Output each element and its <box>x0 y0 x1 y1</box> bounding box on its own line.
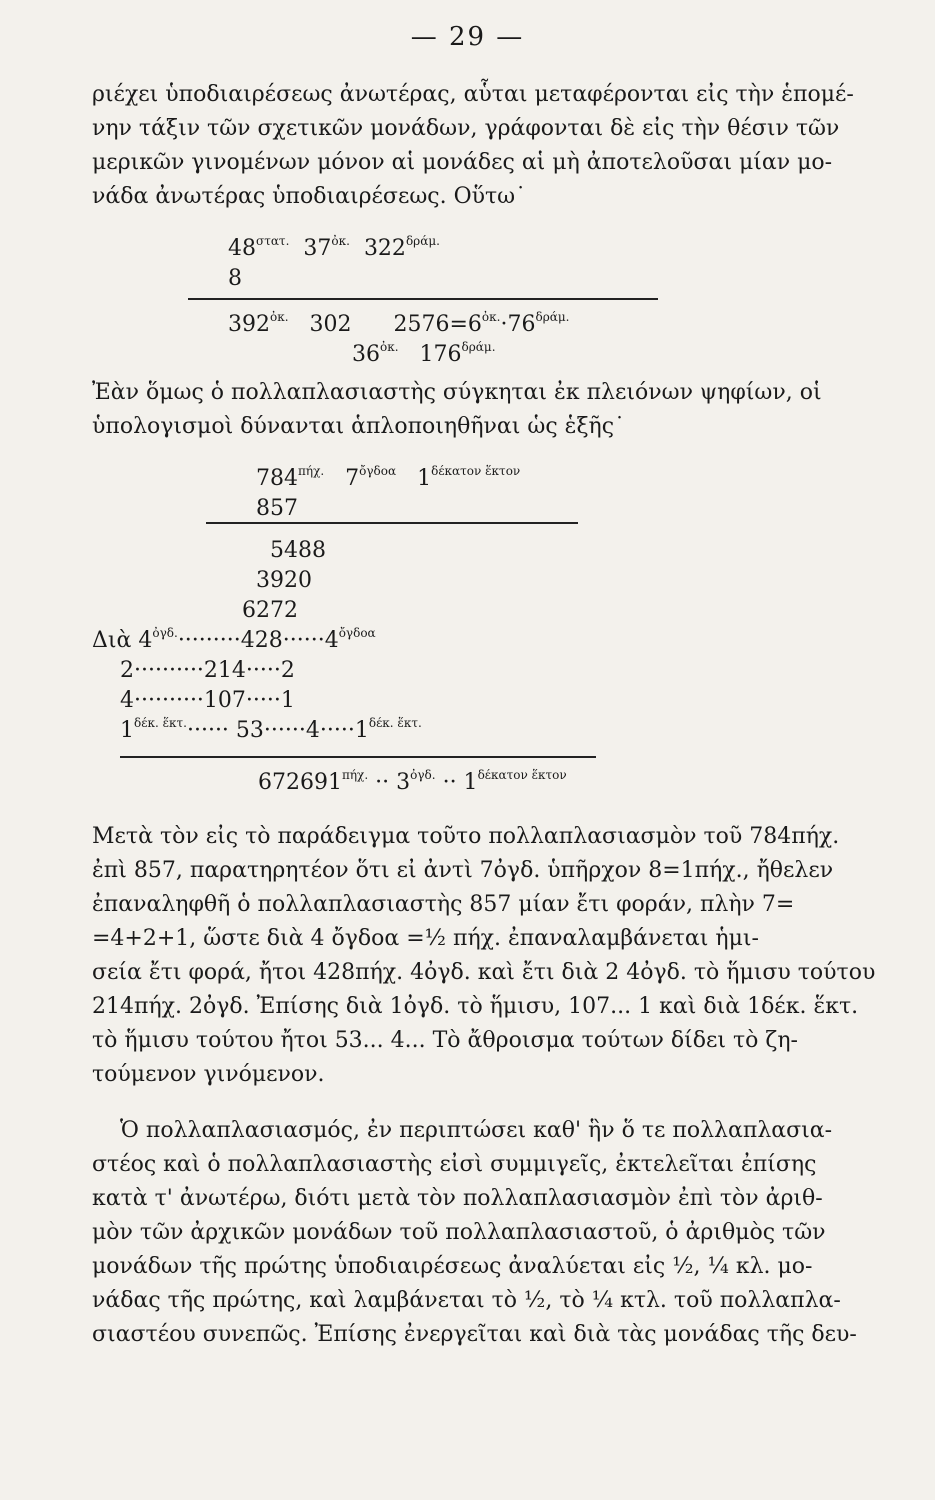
calc-row-result <box>258 770 567 795</box>
value: 1 <box>417 466 432 491</box>
value: ······ 53······4·····1 <box>186 718 369 743</box>
text-line: τὸ ἥμισυ τούτου ἤτοι 53... 4... Τὸ ἄθροισμα τούτων δίδει τὸ ζη- <box>92 1028 798 1053</box>
calc-row-multiplicand <box>228 236 440 261</box>
calc-row-multiplier: 857 <box>256 496 298 521</box>
value: ·· 1 <box>442 770 478 795</box>
value: 36 <box>352 342 380 367</box>
partial-product: 5488 <box>270 538 326 563</box>
unit: ὀκ. <box>380 340 399 354</box>
unit: πήχ. <box>341 768 369 782</box>
unit: ὀγδ. <box>410 768 436 782</box>
text-line: Ὁ πολλαπλασιασμός, ἐν περιπτώσει καθ' ἣν ὅ τε πολλαπλασια- <box>120 1118 833 1143</box>
unit: δέκατον ἕκτον <box>431 464 521 478</box>
unit: ὄγδοα <box>338 626 376 640</box>
calc-row-fraction-step: 2··········214·····2 <box>120 658 295 683</box>
text-line: 214πήχ. 2ὀγδ. Ἐπίσης διὰ 1ὀγδ. τὸ ἥμισυ, 107... 1 καὶ διὰ 1δέκ. ἕκτ. <box>92 994 859 1019</box>
calc-row-fraction-step <box>92 628 376 653</box>
text-line: ὑπολογισμοὶ δύνανται ἁπλοποιηθῆναι ὡς ἑξῆς˙ <box>92 414 626 439</box>
text-line: νάδας τῆς πρώτης, καὶ λαμβάνεται τὸ ½, τὸ ¼ κτλ. τοῦ πολλαπλα- <box>92 1288 841 1313</box>
unit: στατ. <box>256 234 290 248</box>
value: 2576=6 <box>393 312 482 337</box>
text-line: ἐπὶ 857, παρατηρητέον ὅτι εἰ ἀντὶ 7ὀγδ. ὑπῆρχον 8=1πήχ., ἤθελεν <box>92 858 834 883</box>
partial-product: 3920 <box>256 568 312 593</box>
label: Διὰ 4 <box>92 628 153 653</box>
page-number: — 29 — <box>410 22 525 52</box>
text-line: ριέχει ὑποδιαιρέσεως ἀνωτέρας, αὗται μεταφέρονται εἰς τὴν ἑπομέ- <box>92 82 854 107</box>
unit: πήχ. <box>298 464 325 478</box>
value: 392 <box>228 312 270 337</box>
value: ·········428······4 <box>177 628 339 653</box>
calc-row-carry <box>352 342 496 367</box>
partial-product: 6272 <box>242 598 298 623</box>
value: 37 <box>303 236 332 261</box>
unit: ὄγδοα <box>359 464 397 478</box>
text-line: ἐπαναληφθῆ ὁ πολλαπλασιαστὴς 857 μίαν ἔτι φοράν, πλὴν 7= <box>92 892 795 917</box>
text-line: νάδα ἀνωτέρας ὑποδιαιρέσεως. Οὕτω˙ <box>92 184 527 209</box>
text-line: σιαστέου συνεπῶς. Ἐπίσης ἐνεργεῖται καὶ διὰ τὰς μονάδας τῆς δευ- <box>92 1322 857 1347</box>
calc-row-multiplier: 8 <box>228 266 242 291</box>
value: 672691 <box>258 770 342 795</box>
text-line: Ἐὰν ὅμως ὁ πολλαπλασιαστὴς σύγκηται ἐκ πλειόνων ψηφίων, οἱ <box>92 380 822 405</box>
text-line: σεία ἔτι φορά, ἤτοι 428πήχ. 4ὀγδ. καὶ ἔτι διὰ 2 4ὀγδ. τὸ ἥμισυ τούτου <box>92 960 876 985</box>
text-line: =4+2+1, ὥστε διὰ 4 ὄγδοα =½ πήχ. ἐπαναλαμβάνεται ἡμι- <box>92 926 759 951</box>
text-line: μὸν τῶν ἀρχικῶν μονάδων τοῦ πολλαπλασιαστοῦ, ὁ ἀριθμὸς τῶν <box>92 1220 826 1245</box>
text-line: μονάδων τῆς πρώτης ὑποδιαιρέσεως ἀναλύεται εἰς ½, ¼ κλ. μο- <box>92 1254 813 1279</box>
calc-row-fraction-step <box>120 718 422 743</box>
text-line: κατὰ τ' ἀνωτέρω, διότι μετὰ τὸν πολλαπλασιασμὸν ἐπὶ τὸν ἀριθ- <box>92 1186 823 1211</box>
value: 7 <box>345 466 360 491</box>
unit: δέκ. ἕκτ. <box>134 716 187 730</box>
unit: δράμ. <box>405 234 440 248</box>
unit: δέκατον ἕκτον <box>477 768 567 782</box>
value: ·· 3 <box>375 770 411 795</box>
value: ·76 <box>500 312 536 337</box>
unit: ὀκ. <box>331 234 350 248</box>
calc-row-multiplicand <box>256 466 520 491</box>
unit: ὀκ. <box>270 310 289 324</box>
text-line: τούμενον γινόμενον. <box>92 1062 325 1087</box>
calc-rule <box>206 522 578 524</box>
text-line: νην τάξιν τῶν σχετικῶν μονάδων, γράφονται δὲ εἰς τὴν θέσιν τῶν <box>92 116 840 141</box>
unit: ὀγδ. <box>152 626 178 640</box>
calc-row-fraction-step: 4··········107·····1 <box>120 688 295 713</box>
value: 322 <box>363 236 406 261</box>
value: 48 <box>228 236 256 261</box>
value: 1 <box>120 718 134 743</box>
value: 784 <box>256 466 298 491</box>
text-line: μερικῶν γινομένων μόνον αἱ μονάδες αἱ μὴ ἀποτελοῦσαι μίαν μο- <box>92 150 833 175</box>
text-line: Μετὰ τὸν εἰς τὸ παράδειγμα τοῦτο πολλαπλασιασμὸν τοῦ 784πήχ. <box>92 824 840 849</box>
unit: δράμ. <box>535 310 570 324</box>
value: 176 <box>419 342 462 367</box>
calc-rule <box>188 298 658 300</box>
unit: ὀκ. <box>481 310 501 324</box>
unit: δέκ. ἕκτ. <box>368 716 422 730</box>
calc-rule <box>120 756 596 758</box>
text-line: στέος καὶ ὁ πολλαπλασιαστὴς εἰσὶ συμμιγεῖς, ἐκτελεῖται ἐπίσης <box>92 1152 817 1177</box>
unit: δράμ. <box>461 340 496 354</box>
calc-row-products <box>228 312 569 337</box>
value: 302 <box>309 312 352 337</box>
